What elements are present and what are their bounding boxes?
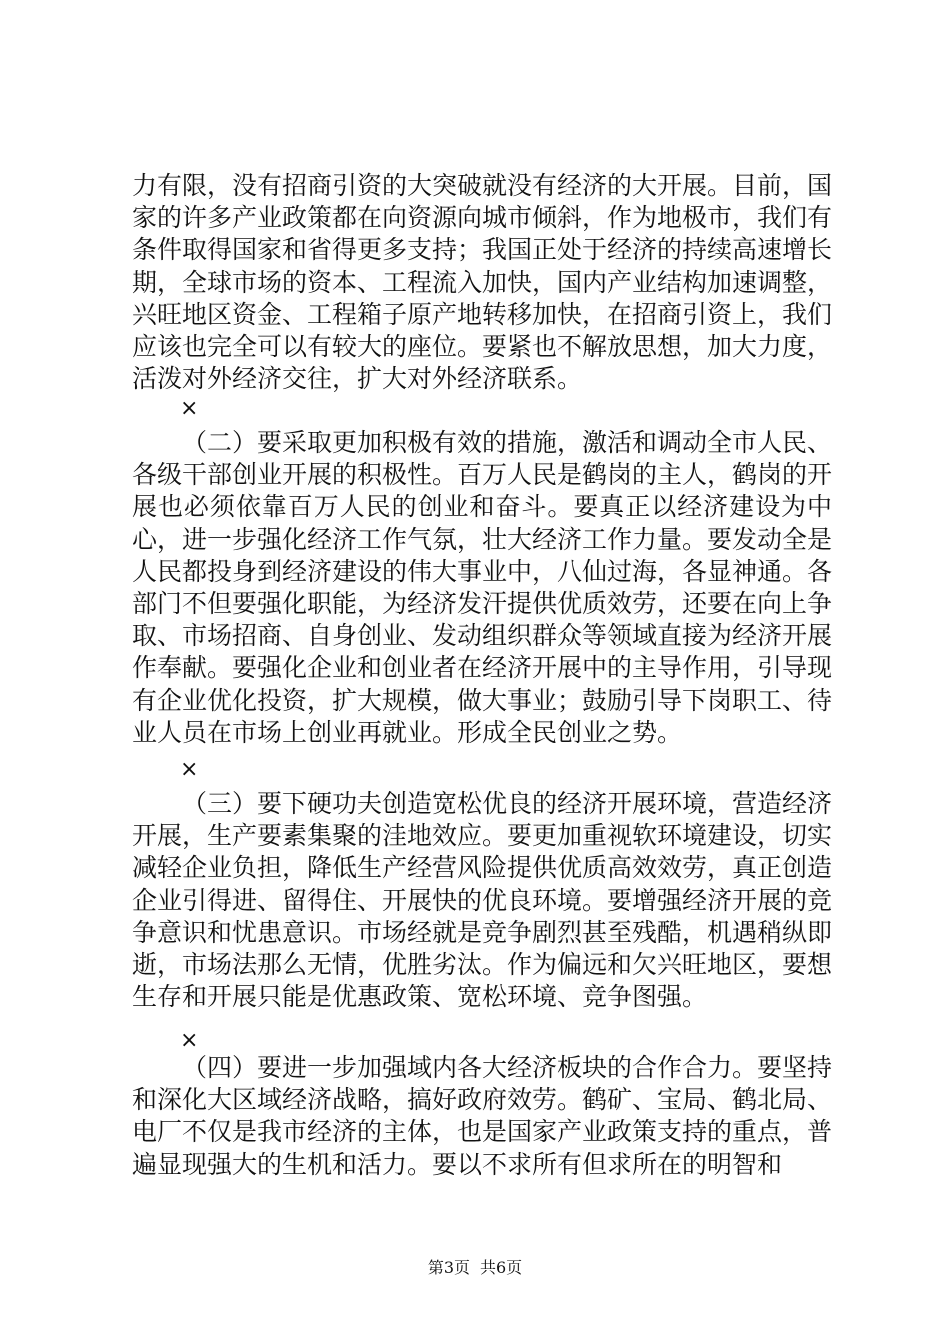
page-footer (0, 1258, 950, 1278)
paragraph-section-3: （三）要下硬功夫创造宽松优良的经济开展环境，营造经济开展，生产要素集聚的洼地效应。要更加重视软环境建设，切实减轻企业负担，降低生产经营风险提供优质高效效劳，真正创造企业引得进、留得住、开展快的优良环境。要增强经济开展的竞争意识和忧患意识。市场经就是竞争剧烈甚至残酷，机遇稍纵即逝，市场法那么无情，优胜劣汰。作为偏远和欠兴旺地区，要想生存和开展只能是优惠政策、宽松环境、竞争图强。 (132, 789, 833, 1012)
separator-mark-2: × (180, 757, 199, 782)
paragraph-continued: 力有限，没有招商引资的大突破就没有经济的大开展。目前，国家的许多产业政策都在向资源向城市倾斜，作为地极市，我们有条件取得国家和省得更多支持；我国正处于经济的持续高速增长期，全球市场的资本、工程流入加快，国内产业结构加速调整，兴旺地区资金、工程箱子原产地转移加快，在招商引资上，我们应该也完全可以有较大的座位。要紧也不解放思想，加大力度，活泼对外经济交往，扩大对外经济联系。 (132, 171, 833, 394)
paragraph-section-2: （二）要采取更加积极有效的措施，激活和调动全市人民、各级干部创业开展的积极性。百万人民是鹤岗的主人，鹤岗的开展也必须依靠百万人民的创业和奋斗。要真正以经济建设为中心，进一步强化经济工作气氛，壮大经济工作力量。要发动全是人民都投身到经济建设的伟大事业中，八仙过海，各显神通。各部门不但要强化职能，为经济发汗提供优质效劳，还要在向上争取、市场招商、自身创业、发动组织群众等领域直接为经济开展作奉献。要强化企业和创业者在经济开展中的主导作用，引导现有企业优化投资，扩大规模，做大事业；鼓励引导下岗职工、待业人员在市场上创业再就业。形成全民创业之势。 (132, 428, 833, 747)
separator-mark-1: × (180, 396, 199, 421)
page-total: 共6页 (480, 1258, 523, 1277)
paragraph-section-4: （四）要进一步加强域内各大经济板块的合作合力。要坚持和深化大区域经济战略，搞好政府效劳。鹤矿、宝局、鹤北局、电厂不仅是我市经济的主体，也是国家产业政策支持的重点，普遍显现强大的生机和活力。要以不求所有但求所在的明智和 (132, 1053, 833, 1179)
page-number: 第3页 (427, 1258, 470, 1277)
separator-mark-3: × (180, 1028, 199, 1053)
